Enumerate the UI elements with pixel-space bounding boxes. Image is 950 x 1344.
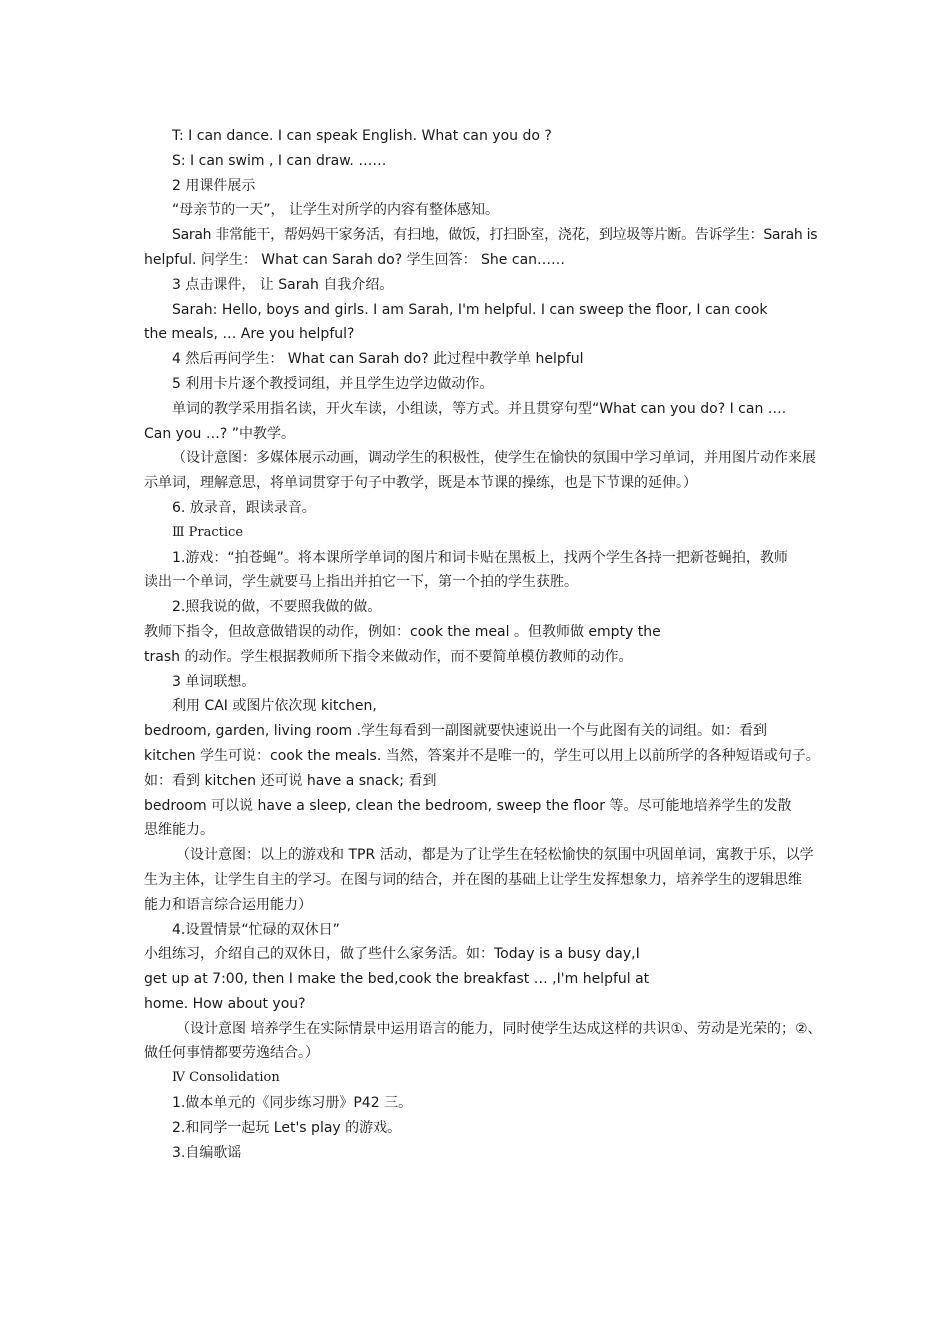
text-line: 2 用课件展示 <box>172 177 256 194</box>
text-line: 5 利用卡片逐个教授词组，并且学生边学边做动作。 <box>172 375 494 392</box>
text-line: “母亲节的一天”， 让学生对所学的内容有整体感知。 <box>172 202 499 219</box>
text-line: （设计意图 培养学生在实际情景中运用语言的能力，同时使学生达成这样的共识①、劳动是光荣的；②、 <box>176 1020 822 1037</box>
text-line: bedroom 可以说 have a sleep, clean the bedroom, sweep the floor 等。尽可能地培养学生的发散 <box>144 797 792 814</box>
text-line: Sarah: Hello, boys and girls. I am Sarah, I'm helpful. I can sweep the floor, I can cook <box>172 301 768 318</box>
text-line: 能力和语言综合运用能力） <box>144 896 312 913</box>
text-line: 教师下指令，但故意做错误的动作，例如：cook the meal 。但教师做 empty the <box>144 623 661 640</box>
text-line: Sarah 非常能干，帮妈妈干家务活，有扫地，做饭，打扫卧室，浇花，到垃圾等片断。告诉学生：Sarah is <box>172 227 818 244</box>
text-line: 示单词，理解意思，将单词贯穿于句子中教学，既是本节课的操练，也是下节课的延伸。） <box>144 475 697 492</box>
text-line: 单词的教学采用指名读，开火车读，小组读，等方式。并且贯穿句型“What can you do? I can …. <box>172 400 787 417</box>
text-line: 读出一个单词，学生就要马上指出并拍它一下，第一个拍的学生获胜。 <box>144 574 578 591</box>
text-line: 小组练习，介绍自己的双休日，做了些什么家务活。如：Today is a busy day,I <box>144 946 640 963</box>
text-line: 6. 放录音，跟读录音。 <box>172 499 316 516</box>
text-line: S: I can swim , I can draw. …… <box>172 152 387 169</box>
text-line: trash 的动作。学生根据教师所下指令来做动作，而不要简单模仿教师的动作。 <box>144 648 633 665</box>
text-line: helpful. 问学生： What can Sarah do? 学生回答： She can…… <box>144 251 566 268</box>
text-line: 4 然后再问学生： What can Sarah do? 此过程中教学单 helpful <box>172 351 584 368</box>
text-line: （设计意图：多媒体展示动画，调动学生的积极性，使学生在愉快的氛围中学习单词，并用图片动作来展 <box>172 450 816 467</box>
text-line: 思维能力。 <box>144 822 214 839</box>
text-line: 1.做本单元的《同步练习册》P42 三。 <box>172 1095 413 1112</box>
text-line: 生为主体，让学生自主的学习。在图与词的结合，并在图的基础上让学生发挥想象力，培养学生的逻辑思维 <box>144 871 802 888</box>
text-line: 3 单词联想。 <box>172 673 256 690</box>
text-line: Ⅳ Consolidation <box>172 1070 280 1086</box>
text-line: 利用 CAI 或图片依次现 kitchen, <box>172 698 377 715</box>
text-line: 如：看到 kitchen 还可说 have a snack; 看到 <box>144 772 437 789</box>
document-page <box>144 124 820 1165</box>
text-line: kitchen 学生可说：cook the meals. 当然，答案并不是唯一的，学生可以用上以前所学的各种短语或句子。 <box>144 747 820 764</box>
text-line: （设计意图：以上的游戏和 TPR 活动，都是为了让学生在轻松愉快的氛围中巩固单词，寓教于乐，以学 <box>176 847 814 864</box>
text-line: 1.游戏：“拍苍蝇”。将本课所学单词的图片和词卡贴在黑板上，找两个学生各持一把新苍蝇拍，教师 <box>172 549 788 566</box>
text-line: 做任何事情都要劳逸结合。） <box>144 1045 319 1062</box>
text-line: 3 点击课件， 让 Sarah 自我介绍。 <box>172 276 394 293</box>
text-line: Ⅲ Practice <box>172 524 244 540</box>
text-line: 3.自编歌谣 <box>172 1144 242 1161</box>
text-line: get up at 7:00, then I make the bed,cook the breakfast … ,I'm helpful at <box>144 971 650 988</box>
text-line: 2.照我说的做，不要照我做的做。 <box>172 599 382 616</box>
text-line: the meals, … Are you helpful? <box>144 326 355 343</box>
text-line: T: I can dance. I can speak English. What can you do ? <box>172 128 552 144</box>
text-line: 4.设置情景“忙碌的双休日” <box>172 921 340 938</box>
text-line: 2.和同学一起玩 Let's play 的游戏。 <box>172 1119 402 1136</box>
text-line: home. How about you? <box>144 995 306 1012</box>
text-line: Can you …? ”中教学。 <box>144 425 295 442</box>
text-line: bedroom, garden, living room .学生每看到一副图就要快速说出一个与此图有关的词组。如：看到 <box>144 723 768 740</box>
